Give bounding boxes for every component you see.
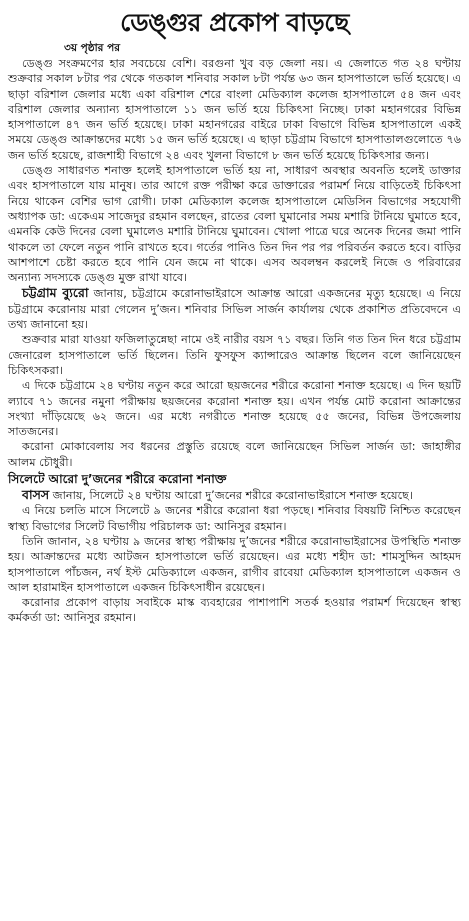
headline: ডেঙ্গুর প্রকোপ বাড়ছে xyxy=(120,8,349,37)
ctg-lead-text: জানায়, চট্টগ্রামে করোনাভাইরাসে আক্রান্ত আরো একজনের মৃত্যু হয়েছে। এ নিয়ে চট্টগ্রামে করোনায় মারা গেলেন দু’জন। শনিবার সিভিল সার্জন কার্যালয় থেকে প্রকাশিত প্রতিবেদনে এ তথ্য জানানো হয়। xyxy=(8,287,461,332)
paragraph-dengue-stats: ডেঙ্গু সংক্রমণের হার সবচেয়ে বেশি। বরগুনা খুব বড় জেলা নয়। এ জেলাতে গত ২৪ ঘণ্টায় শুক্রবার সকাল ৮টার পর থেকে গতকাল শনিবার সকাল ৮টা পর্যন্ত ৬৩ জন হাসপাতালে ভর্তি হয়েছে। এ ছাড়া বরিশাল জেলার মধ্যে একা বরিশাল শেরে বাংলা মেডিক্যাল কলেজ হাসপাতালে ৫৪ জন এবং বরিশাল জেলার অন্যান্য হাসপাতালে ১১ জন ভর্তি হয়ে চিকিৎসা নিচ্ছে। ঢাকা মহানগরের বিভিন্ন হাসপাতালে ৪৭ জন ভর্তি হয়েছে। ঢাকা মহানগরের বাইরে ঢাকা বিভাগে বিভিন্ন হাসপাতালে একই সময়ে ডেঙ্গু আক্রান্তদের মধ্যে ১৫ জন ভর্তি হয়েছে। এ ছাড়া চট্টগ্রাম বিভাগে হাসপাতালগুলোতে ৭৬ জন ভর্তি হয়েছে, রাজশাহী বিভাগে ২৪ এবং খুলনা বিভাগে ৮ জন ভর্তি হয়েছে চিকিৎসার জন্য। xyxy=(8,57,461,162)
paragraph-ctg-lead xyxy=(8,285,461,332)
byline-bss: বাসস xyxy=(22,487,50,503)
paragraph-sylhet-count: এ নিয়ে চলতি মাসে সিলেটে ৯ জনের শরীরে করোনা ধরা পড়ছে। শনিবার বিষয়টি নিশ্চিত করেছেন স্বাস্থ্য বিভাগের সিলেট বিভাগীয় পরিচালক ডা: আনিসুর রহমান। xyxy=(8,504,461,533)
paragraph-ctg-cases: এ দিকে চট্টগ্রামে ২৪ ঘণ্টায় নতুন করে আরো ছয়জনের শরীরে করোনা শনাক্ত হয়েছে। এ দিন ছয়টি ল্যাবে ৭১ জনের নমুনা পরীক্ষায় ছয়জনের করোনা শনাক্ত হয়। এখন পর্যন্ত মোট করোনা আক্রান্তের সংখ্যা দাঁড়িয়েছে ৬২ জনে। এর মধ্যে নগরীতে শনাক্ত হয়েছে ৫৫ জনের, বিভিন্ন উপজেলায় সাতজনের। xyxy=(8,379,461,439)
paragraph-ctg-death: শুক্রবার মারা যাওয়া ফজিলাতুন্নেছা নামে ওই নারীর বয়স ৭১ বছর। তিনি গত তিন দিন ধরে চট্টগ্রাম জেনারেল হাসপাতালে ভর্তি ছিলেন। তিনি ফুসফুস ক্যান্সারেও আক্রান্ত ছিলেন বলে জানিয়েছেন চিকিৎসকরা। xyxy=(8,333,461,377)
sylhet-lead-text: জানায়, সিলেটে ২৪ ঘণ্টায় আরো দু’জনের শরীরে করোনাভাইরাসে শনাক্ত হয়েছে। xyxy=(49,489,413,503)
paragraph-ctg-preparation: করোনা মোকাবেলায় সব ধরনের প্রস্তুতি রয়েছে বলে জানিয়েছেন সিভিল সার্জন ডা: জাহাঙ্গীর আলম চৌধুরী। xyxy=(8,440,461,469)
paragraph-sylhet-lead xyxy=(8,487,461,503)
subheading-sylhet: সিলেটে আরো দু’জনের শরীরে করোনা শনাক্ত xyxy=(8,472,227,487)
byline-ctg: চট্টগ্রাম ব্যুরো xyxy=(22,285,89,301)
paragraph-sylhet-hospitals: তিনি জানান, ২৪ ঘণ্টায় ৯ জনের স্বাস্থ্য পরীক্ষায় দু’জনের শরীরে করোনাভাইরাসের উপস্থিতি শনাক্ত হয়। আক্রান্তদের মধ্যে আটজন হাসপাতালে ভর্তি রয়েছেন। এর মধ্যে শহীদ ডা: শামসুদ্দিন আহমদ হাসপাতালে পাঁচজন, নর্থ ইস্ট মেডিক্যালে একজন, রাগীব রাবেয়া মেডিক্যাল হাসপাতালে একজন ও আল হারামাইন হাসপাতালে একজন চিকিৎসাধীন রয়েছেন। xyxy=(8,534,461,594)
continued-from-label: ৩য় পৃষ্ঠার পর xyxy=(64,42,121,54)
paragraph-sylhet-advice: করোনার প্রকোপ বাড়ায় সবাইকে মাস্ক ব্যবহারের পাশাপাশি সতর্ক হওয়ার পরামর্শ দিয়েছেন স্বাস্থ্য কর্মকর্তা ডা: আনিসুর রহমান। xyxy=(8,596,461,625)
paragraph-dengue-advice: ডেঙ্গু সাধারণত শনাক্ত হলেই হাসপাতালে ভর্তি হয় না, সাধারণ অবস্থার অবনতি হলেই ডাক্তার এবং হাসপাতালে যায় মানুষ। তার আগে রক্ত পরীক্ষা করে ডাক্তারের পরামর্শ নিয়ে বাড়িতেই চিকিৎসা নিয়ে থাকেন বেশির ভাগ রোগী। ঢাকা মেডিক্যাল কলেজ হাসপাতালে মেডিসিন বিভাগের সহযোগী অধ্যাপক ডা: একেএম সাজেদুর রহমান বলছেন, রাতের বেলা ঘুমানোর সময় মশারি টানিয়ে ঘুমাতে হবে, এমনকি কেউ দিনের বেলা ঘুমালেও মশারি টানিয়ে ঘুমাবেন। খোলা পাত্রে ঘরে অনেক দিনের জমা পানি থাকলে তা ফেলে নতুন পানি রাখতে হবে। গর্তের পানিও তিন দিন পর পর পরিবর্তন করতে হবে। বাড়ির আশপাশে চেষ্টা করতে হবে পানি যেন জমে না থাকে। এসব অবলম্বন করলেই নিজে ও পরিবারের অন্যান্য সদস্যকে ডেঙ্গু মুক্ত রাখা যাবে। xyxy=(8,164,461,285)
article-body xyxy=(8,56,461,626)
